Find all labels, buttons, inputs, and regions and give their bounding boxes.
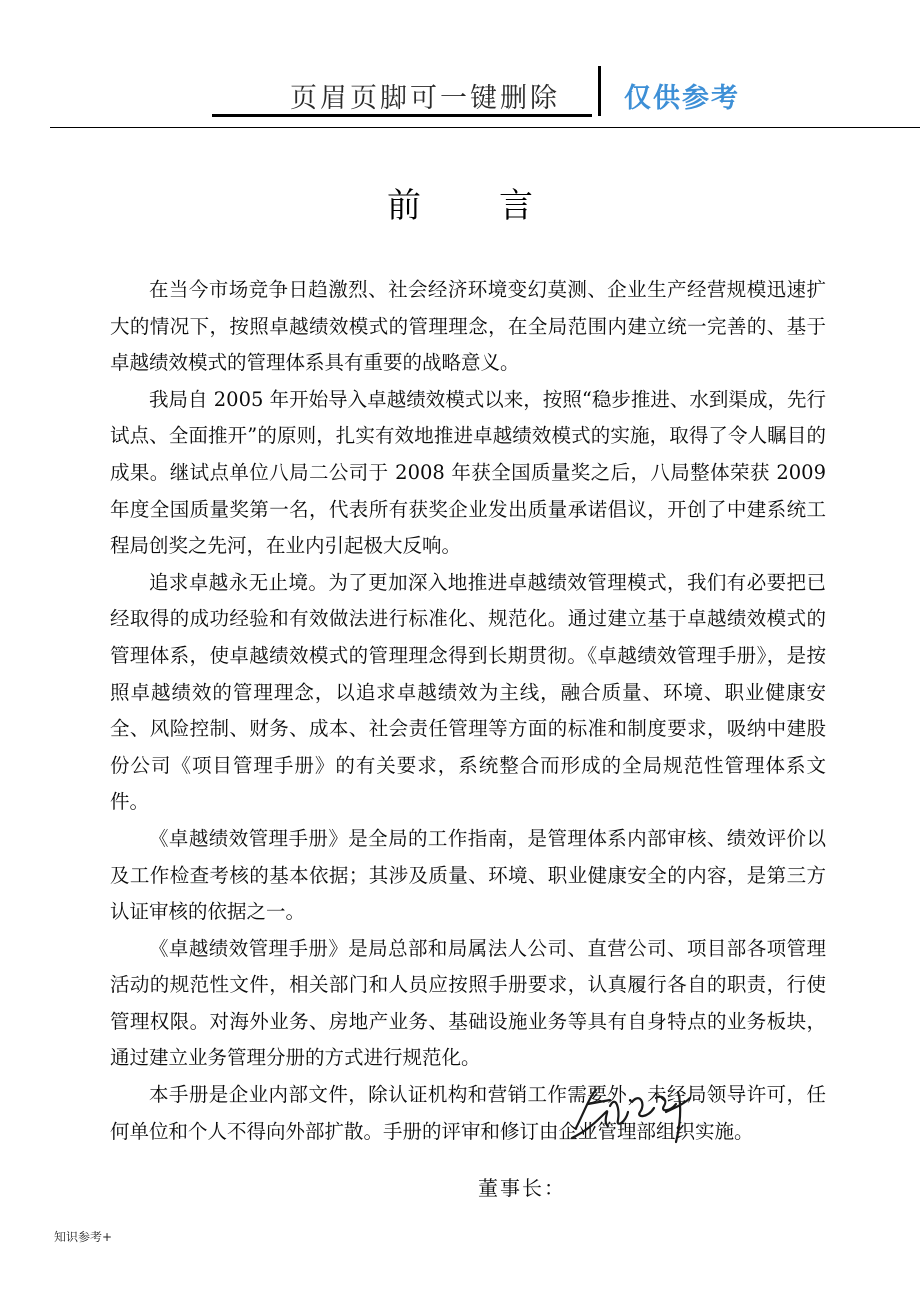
chairman-signoff: 董事长：: [478, 1176, 566, 1200]
page-title: 前言: [387, 186, 611, 226]
paragraph-5: 《卓越绩效管理手册》是局总部和局属法人公司、直营公司、项目部各项管理活动的规范性文件，相关部门和人员应按照手册要求，认真履行各自的职责，行使管理权限。对海外业务、房地产业务、基础设施业务等具有自身特点的业务板块，通过建立业务管理分册的方式进行规范化。: [110, 936, 826, 1070]
footer-note: 知识参考+: [54, 1230, 113, 1244]
header-rule: [50, 127, 920, 128]
document-body: [110, 272, 826, 1150]
header-divider: [598, 66, 601, 116]
header-underline: [212, 114, 592, 117]
paragraph-2: 我局自 2005 年开始导入卓越绩效模式以来，按照“稳步推进、水到渠成，先行试点、全面推开”的原则，扎实有效地推进卓越绩效模式的实施，取得了令人瞩目的成果。继试点单位八局二公司于 2008 年获全国质量奖之后，八局整体荣获 2009 年度全国质量奖第一名，代表所有获奖企业发出质量承诺倡议，开创了中建系统工程局创奖之先河，在业内引起极大反响。: [110, 387, 826, 558]
header-right-text: 仅供参考: [624, 83, 740, 114]
paragraph-1: 在当今市场竞争日趋激烈、社会经济环境变幻莫测、企业生产经营规模迅速扩大的情况下，按照卓越绩效模式的管理理念，在全局范围内建立统一完善的、基于卓越绩效模式的管理体系具有重要的战略意义。: [110, 278, 826, 375]
header-left-text: 页眉页脚可一键删除: [290, 83, 560, 114]
paragraph-4: 《卓越绩效管理手册》是全局的工作指南，是管理体系内部审核、绩效评价以及工作检查考核的基本依据；其涉及质量、环境、职业健康安全的内容，是第三方认证审核的依据之一。: [110, 826, 826, 924]
paragraph-6: 本手册是企业内部文件，除认证机构和营销工作需要外，未经局领导许可，任何单位和个人不得向外部扩散。手册的评审和修订由企业管理部组织实施。: [110, 1083, 826, 1143]
paragraph-3: 追求卓越永无止境。为了更加深入地推进卓越绩效管理模式，我们有必要把已经取得的成功经验和有效做法进行标准化、规范化。通过建立基于卓越绩效模式的管理体系，使卓越绩效模式的管理理念得到长期贯彻。《卓越绩效管理手册》，是按照卓越绩效的管理理念，以追求卓越绩效为主线，融合质量、环境、职业健康安全、风险控制、财务、成本、社会责任管理等方面的标准和制度要求，吸纳中建股份公司《项目管理手册》的有关要求，系统整合而形成的全局规范性管理体系文件。: [110, 570, 826, 814]
handwritten-signature: [566, 1082, 696, 1148]
